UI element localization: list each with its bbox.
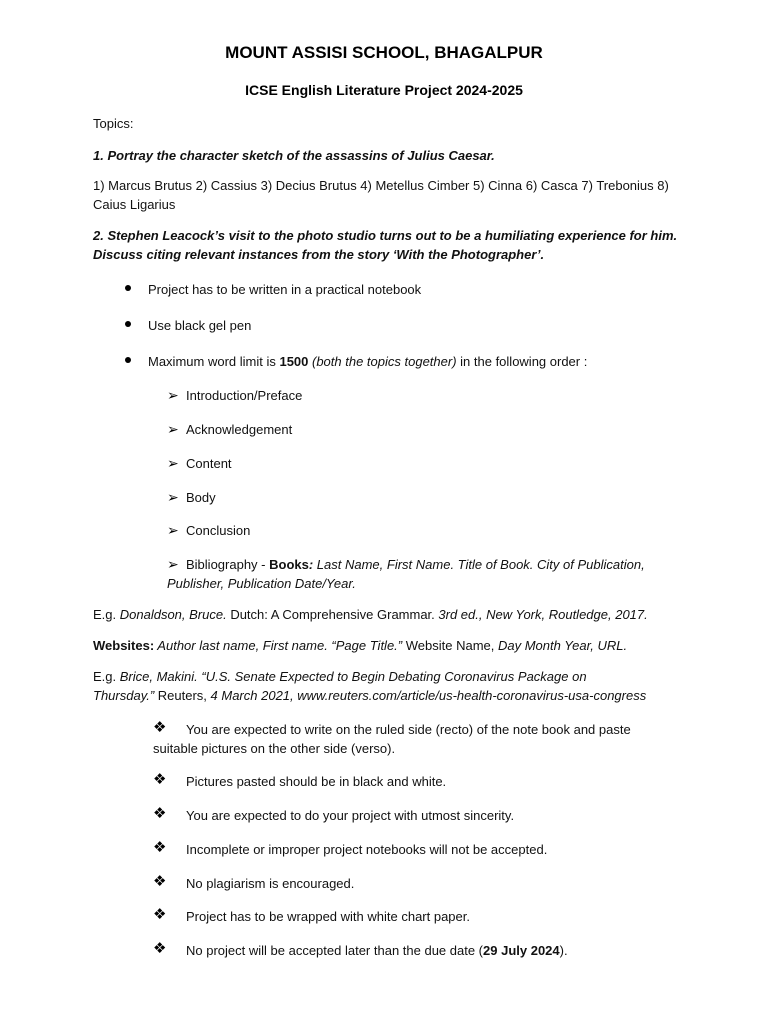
example-web-line1 (93, 667, 693, 686)
instruction-text: No plagiarism is encouraged. (186, 876, 355, 891)
project-title-heading: ICSE English Literature Project 2024-2025 (245, 82, 523, 98)
bibliography-colon: : (308, 557, 314, 572)
websites-format-part2: Day Month Year, URL. (494, 638, 628, 653)
instruction-text-continued: suitable pictures on the other side (verso). (153, 741, 396, 756)
topic2-heading-line1: 2. Stephen Leacock’s visit to the photo studio turns out to be a humiliating experience for him. (93, 228, 678, 243)
diamond-bullet-icon: ❖ (153, 906, 167, 923)
word-limit-suffix: in the following order : (456, 354, 588, 369)
bullet-dot-icon (125, 285, 131, 291)
diamond-bullet-icon: ❖ (153, 940, 167, 957)
bullet-text-word-limit (148, 352, 587, 371)
example-web-line2 (93, 686, 693, 705)
example-web-thursday: Thursday.” (93, 688, 155, 703)
order-item-label: Acknowledgement (186, 422, 293, 437)
instruction-text: Pictures pasted should be in black and white. (186, 774, 447, 789)
bibliography-books-label: Books (269, 557, 309, 572)
arrow-bullet-icon: ➢ (167, 522, 179, 538)
order-item-label: Conclusion (186, 523, 251, 538)
arrow-bullet-icon: ➢ (167, 421, 179, 437)
diamond-bullet-icon: ❖ (153, 873, 167, 890)
diamond-bullet-icon: ❖ (153, 771, 167, 788)
arrow-bullet-icon: ➢ (167, 455, 179, 471)
example-book-citation (93, 605, 693, 624)
bullet-dot-icon (125, 357, 131, 363)
assassins-list-line1: 1) Marcus Brutus 2) Cassius 3) Decius Brutus 4) Metellus Cimber 5) Cinna 6) Casca 7) Trebonius 8) (93, 178, 669, 193)
bibliography-format: Last Name, First Name. Title of Book. City of Publication, (313, 557, 645, 572)
bibliography-label: Bibliography - (186, 557, 270, 572)
example-web-publisher: Reuters, (154, 688, 207, 703)
instruction-text: You are expected to write on the ruled side (recto) of the note book and paste (186, 722, 631, 737)
diamond-bullet-icon: ❖ (153, 839, 167, 856)
example-web-text: Brice, Makini. “U.S. Senate Expected to Begin Debating Coronavirus Package on (119, 669, 587, 684)
instruction-text: Incomplete or improper project notebooks will not be accepted. (186, 842, 548, 857)
topic1-heading: 1. Portray the character sketch of the assassins of Julius Caesar. (93, 148, 495, 163)
websites-format (93, 636, 693, 655)
arrow-bullet-icon: ➢ (167, 489, 179, 505)
assassins-list-line2: Caius Ligarius (93, 197, 176, 212)
bibliography-line1 (186, 555, 645, 574)
example-prefix: E.g. (93, 607, 120, 622)
school-name-heading: MOUNT ASSISI SCHOOL, BHAGALPUR (225, 43, 543, 62)
bullet-text: Project has to be written in a practical notebook (148, 282, 422, 297)
instruction-text: Project has to be wrapped with white chart paper. (186, 909, 470, 924)
word-limit-number: 1500 (279, 354, 309, 369)
example-title: Dutch: A Comprehensive Grammar. (226, 607, 435, 622)
due-date-suffix: ). (559, 943, 568, 958)
word-limit-prefix: Maximum word limit is (148, 354, 280, 369)
order-item-label: Content (186, 456, 232, 471)
bullet-text: Use black gel pen (148, 318, 252, 333)
due-date: 29 July 2024 (483, 943, 560, 958)
example-web-url: 4 March 2021, www.reuters.com/article/us-health-coronavirus-usa-congress (206, 688, 647, 703)
bibliography-line2: Publisher, Publication Date/Year. (167, 576, 356, 591)
example-prefix: E.g. (93, 669, 120, 684)
topic2-heading-line2: Discuss citing relevant instances from the story ‘With the Photographer’. (93, 247, 545, 262)
word-limit-note: (both the topics together) (308, 354, 457, 369)
order-item-label: Body (186, 490, 216, 505)
instruction-text (186, 941, 568, 960)
websites-format-part1: Author last name, First name. “Page Title.” (154, 638, 403, 653)
example-details: 3rd ed., New York, Routledge, 2017. (434, 607, 648, 622)
arrow-bullet-icon: ➢ (167, 556, 179, 572)
instruction-text: You are expected to do your project with utmost sincerity. (186, 808, 515, 823)
diamond-bullet-icon: ❖ (153, 719, 167, 736)
example-author: Donaldson, Bruce. (119, 607, 227, 622)
order-item-label: Introduction/Preface (186, 388, 303, 403)
due-date-prefix: No project will be accepted later than the due date ( (186, 943, 484, 958)
websites-label: Websites: (93, 638, 155, 653)
arrow-bullet-icon: ➢ (167, 387, 179, 403)
websites-site: Website Name, (402, 638, 495, 653)
topics-label: Topics: (93, 116, 134, 131)
diamond-bullet-icon: ❖ (153, 805, 167, 822)
bullet-dot-icon (125, 321, 131, 327)
